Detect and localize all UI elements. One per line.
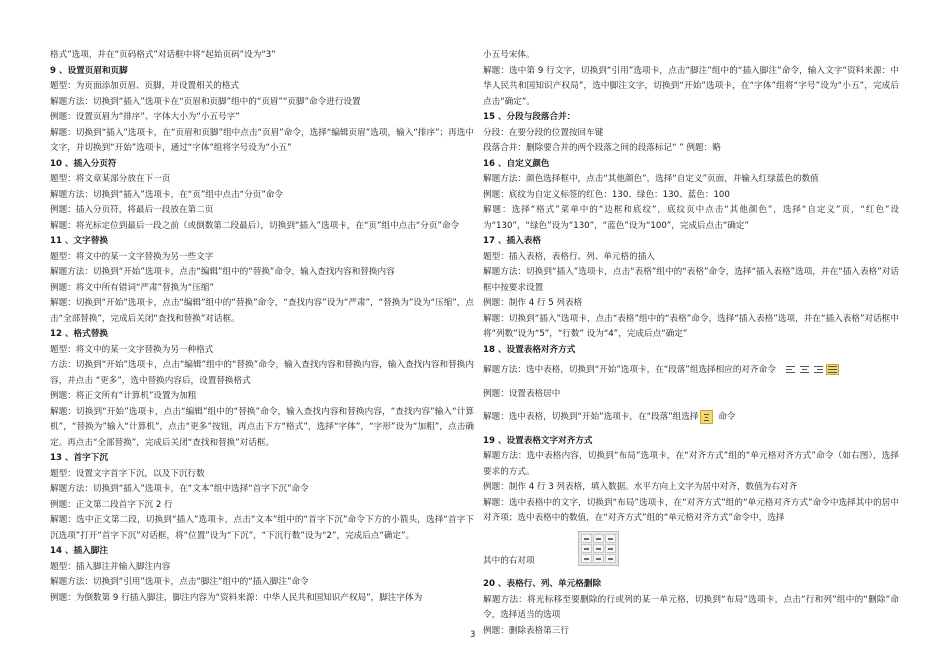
paragraph: 解题：将光标定位到最后一段之前（或倒数第二段最后），切换到“插入”选项卡，在“页”组中点击“分页”命令: [50, 220, 460, 231]
section-heading: 18 、设置表格对齐方式: [483, 344, 576, 355]
cell-align-top-left-icon: [581, 534, 592, 543]
cell-align-bottom-left-icon: [581, 554, 592, 563]
paragraph: 题型：为页面添加页眉、页脚，并设置相关的格式: [50, 81, 240, 91]
paragraph: 解题：切换到“插入”选项卡，在“页眉和页脚”组中点击“页眉”命令，选择“编辑页眉”选项，输入“排序”；再选中文字，并切换到“开始”选项卡，通过“字体”组将字号设为“小五”: [50, 127, 474, 153]
paragraph: 解题：选中表格中的文字，切换到“布局”选项卡，在“对齐方式”组的“单元格对齐方式”命令中选择其中的居中对齐项；选中表格中的数值，在“对齐方式”组的“单元格对齐方式”命令中，选择: [483, 497, 899, 523]
align-center-icon: [701, 411, 712, 423]
cell-alignment-grid: [578, 531, 619, 566]
paragraph: 例题：删除表格第三行: [483, 625, 569, 636]
paragraph: 解题方法：切换到“引用”选项卡，点击“脚注”组中的“插入脚注”命令: [50, 577, 309, 587]
paragraph: 解题方法：切换到“插入”选项卡，点击“表格”组中的“表格”命令，选择“插入表格”选项，并在“插入表格”对话框中按要求设置: [483, 267, 899, 293]
section19-tail: 其中的右对项: [483, 555, 535, 566]
cell-align-middle-left-icon: [581, 544, 592, 553]
section-heading: 14 、插入脚注: [50, 546, 108, 556]
cell-align-middle-center-icon: [593, 544, 604, 553]
section18-answer-suffix: 命令: [718, 412, 736, 422]
right-section-c: [483, 577, 899, 639]
paragraph: 解题方法：将光标移至要删除的行或列的某一单元格，切换到“布局”选项卡，点击“行和列”组中的“删除”命令，选择适当的选项: [483, 594, 899, 620]
paragraph: 格式”选项，并在“页码格式”对话框中将“起始页码”设为“3”: [50, 50, 276, 60]
paragraph: 解题方法：切换到“插入”选项卡，在“页”组中点击“分页”命令: [50, 189, 283, 200]
paragraph: 解题方法：切换到“插入”选项卡，在“文本”组中选择“首字下沉”命令: [50, 484, 309, 494]
paragraph: 解题：切换到“开始”选项卡，点击“编辑”组中的“替换”命令，“查找内容”设为“严肃”，“替换为”设为“压缩”，点击“全部替换”，完成后关闭“查找和替换”对话框。: [50, 298, 474, 324]
paragraph: 例题：底纹为自定义标签的红色：130、绿色：130、蓝色：100: [483, 189, 730, 200]
paragraph: 解题方法：切换到“开始”选项卡，点击“编辑”组中的“替换”命令，输入查找内容和替换内容: [50, 267, 395, 277]
page-number: 3: [470, 630, 476, 640]
cell-align-bottom-center-icon: [593, 554, 604, 563]
paragraph: 题型：将文章某部分放在下一页: [50, 174, 171, 184]
section-heading: 12 、格式替换: [50, 329, 108, 339]
paragraph: 解题：选择“格式”菜单中的“边框和底纹”，底纹页中点击“其他颜色”，选择“自定义”页，“红色”设为“130”，“绿色”设为“130”，“蓝色”设为“100”，完成后点击“确定”: [483, 205, 899, 231]
section-heading: 10 、插入分页符: [50, 158, 117, 169]
paragraph: 题型：设置文字首字下沉，以及下沉行数: [50, 468, 205, 479]
paragraph: 例题：将文中所有错词“严肃”替换为“压缩”: [50, 282, 214, 293]
paragraph: 解题：选中正文第二段，切换到“插入”选项卡，点击“文本”组中的“首字下沉”命令下方的小箭头，选择“首字下沉选项”打开“首字下沉”对话框，将“位置”设为“下沉”，“下沉行数”设为“2”，完成后点“确定”。: [50, 515, 474, 541]
right-column: [483, 48, 899, 639]
section-heading: 20 、表格行、列、单元格删除: [483, 579, 602, 589]
alignment-icons: [785, 365, 838, 374]
section18-answer: [483, 410, 899, 426]
align-left-icon: [785, 365, 796, 374]
left-column: [50, 48, 474, 606]
paragraph: 例题：制作 4 行 3 列表格，填入数据。水平方向上文字为居中对齐，数值为右对齐: [483, 482, 798, 492]
section-heading: 16 、自定义颜色: [483, 158, 550, 169]
cell-align-bottom-right-icon: [605, 554, 616, 563]
paragraph: 解题：选中第 9 行文字，切换到“引用”选项卡，点击“脚注”组中的“插入脚注”命令，输入文字“资料来源：中华人民共和国知识产权局”，选中脚注文字，切换到“开始”选项卡，在“字体”组将“字号”设为“小五”，完成后点击“确定”。: [483, 65, 899, 107]
paragraph: 例题：设置页眉为“排序”、字体大小为“小五号字”: [50, 112, 240, 122]
section18-answer-text: 解题：选中表格，切换到“开始”选项卡，在“段落”组选择: [483, 412, 699, 422]
section-heading: 13 、首字下沉: [50, 453, 108, 463]
align-center-icon: [799, 365, 810, 374]
right-section-a: [483, 48, 899, 358]
paragraph: 例题：插入分页符，将最后一段放在第二页: [50, 205, 214, 215]
paragraph: 例题：正文第二段首字下沉 2 行: [50, 499, 173, 510]
paragraph: 题型：将文中的某一文字替换为另一些文字: [50, 251, 214, 262]
paragraph: 解题：切换到“插入”选项卡，点击“表格”组中的“表格”命令，选择“插入表格”选项，并在“插入表格”对话框中将“列数”设为“5”，“行数” 设为“4”，完成后点“确定”: [483, 313, 899, 339]
paragraph: 方法：切换到“开始”选项卡，点击“编辑”组中的“替换”命令，输入查找内容和替换内容，输入查找内容和替换内容，并点击 “更多”，选中替换内容后，设置替换格式: [50, 360, 474, 386]
paragraph: 解题方法：切换到“插入”选项卡在“页眉和页脚”组中的“页眉”“页脚”命令进行设置: [50, 96, 361, 107]
justify-icon: [827, 365, 838, 374]
paragraph: 例题：制作 4 行 5 列表格: [483, 298, 583, 308]
section-heading: 15 、分段与段落合并：: [483, 112, 576, 122]
cell-align-middle-right-icon: [605, 544, 616, 553]
paragraph: 例题：为倒数第 9 行插入脚注，脚注内容为“资料来源：中华人民共和国知识产权局”，脚注字体为: [50, 592, 423, 603]
right-section-b: [483, 434, 899, 527]
section18-method-text: 解题方法：选中表格，切换到“开始”选项卡，在“段落”组选择相应的对齐命令: [483, 365, 776, 375]
paragraph: 分段：在要分段的位置按回车键: [483, 127, 604, 138]
cell-align-top-center-icon: [593, 534, 604, 543]
cell-align-top-right-icon: [605, 534, 616, 543]
section-heading: 19 、设置表格文字对齐方式: [483, 435, 593, 446]
paragraph: 解题方法：选中表格内容，切换到“布局”选项卡，在“对齐方式”组的“单元格对齐方式”命令（如右图），选择要求的方式。: [483, 451, 899, 477]
section18-method: [483, 363, 899, 379]
paragraph: 段落合并：删除要合并的两个段落之间的段落标记“ ” 例题：略: [483, 143, 721, 153]
paragraph: 例题：将正文所有“计算机”设置为加粗: [50, 391, 197, 401]
paragraph: 题型：插入表格，表格行、列、单元格的插入: [483, 251, 655, 262]
section-heading: 11 、文字替换: [50, 236, 108, 246]
paragraph: 题型：将文中的某一文字替换为另一种格式: [50, 344, 214, 355]
section-heading: 9 、设置页眉和页脚: [50, 65, 128, 76]
paragraph: 解题：切换到“开始”选项卡，点击“编辑”组中的“替换”命令，输入查找内容和替换内容，“查找内容”输入“计算机”，“替换为”输入“计算机”，点击“更多”按钮，再点击下方“格式”，选择“字体”，“字形”设为“加粗”，点击确定。再点击“全部替换”，完成后关闭“查找和替换”对话框。: [50, 406, 474, 448]
section-heading: 17 、插入表格: [483, 236, 541, 246]
paragraph: 题型：插入脚注并输入脚注内容: [50, 561, 171, 572]
align-right-icon: [813, 365, 824, 374]
paragraph: 小五号宋体。: [483, 50, 535, 60]
paragraph: 解题方法：颜色选择框中，点击“其他颜色”，选择“自定义”页面，并输入红绿蓝色的数值: [483, 174, 819, 184]
section18-example: 例题：设置表格居中: [483, 388, 561, 399]
